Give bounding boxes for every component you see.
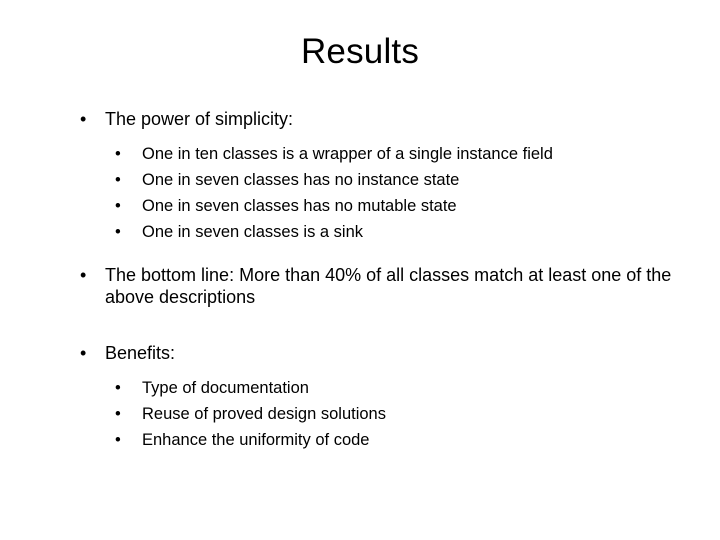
sub-bullet-item [0, 221, 720, 247]
bullet-icon: • [80, 343, 87, 363]
bullet-icon: • [115, 145, 121, 163]
sub-bullet-text: Enhance the uniformity of code [142, 431, 370, 449]
bullet-icon: • [115, 379, 121, 397]
sub-bullet-item [0, 195, 720, 221]
bullet-icon: • [115, 171, 121, 189]
sub-bullet-item [0, 169, 720, 195]
bullet-item [0, 108, 720, 130]
bullet-text: The power of simplicity: [105, 109, 294, 129]
sub-bullet-item [0, 403, 720, 429]
sub-bullet-item [0, 377, 720, 403]
bullet-icon: • [80, 265, 87, 285]
sub-bullet-text: Type of documentation [142, 379, 309, 397]
bullet-text: Benefits: [105, 343, 176, 363]
bullet-item [0, 264, 720, 308]
bullet-icon: • [115, 431, 121, 449]
sub-bullet-item [0, 143, 720, 169]
slide-title: Results [300, 32, 420, 71]
bullet-text: The bottom line: More than 40% of all classes match at least one of the above descriptions [105, 265, 672, 307]
sub-bullet-item [0, 429, 720, 455]
bullet-item [0, 342, 720, 364]
sub-bullet-text: Reuse of proved design solutions [142, 405, 386, 423]
sub-bullet-text: One in seven classes is a sink [142, 223, 364, 241]
sub-bullet-text: One in seven classes has no instance state [142, 171, 460, 189]
sub-bullet-text: One in seven classes has no mutable state [142, 197, 457, 215]
section-benefits [0, 342, 720, 455]
bullet-icon: • [115, 223, 121, 241]
bullet-icon: • [80, 109, 87, 129]
section-power-of-simplicity [0, 108, 720, 247]
bullet-icon: • [115, 197, 121, 215]
sub-bullet-text: One in ten classes is a wrapper of a single instance field [142, 145, 553, 163]
bullet-icon: • [115, 405, 121, 423]
section-bottom-line [0, 264, 720, 308]
